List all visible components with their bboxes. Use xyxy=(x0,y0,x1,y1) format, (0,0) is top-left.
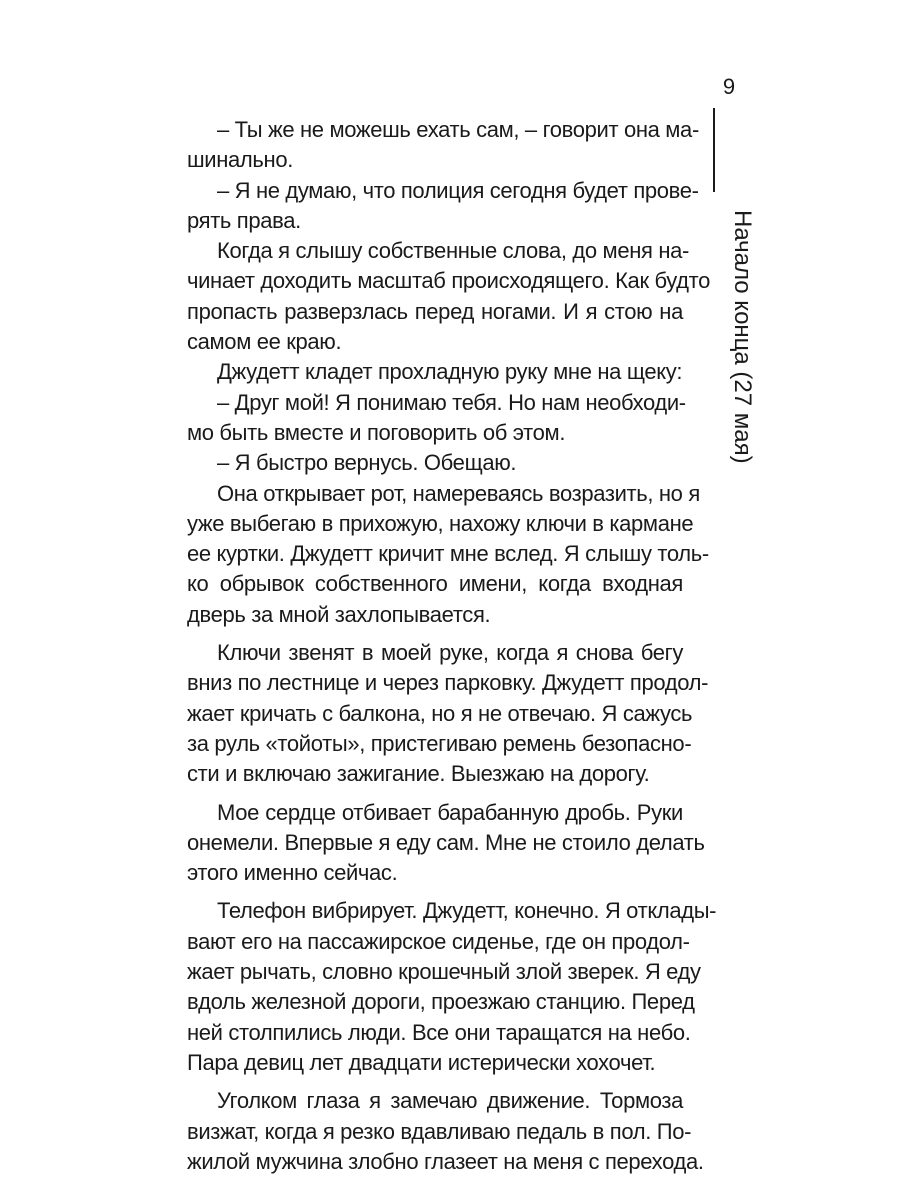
text-line: Когда я слышу собственные слова, до меня на- xyxy=(217,238,690,264)
text-line: Она открывает рот, намереваясь возразить, но я xyxy=(217,480,700,506)
text-line: дверь за мной захлопывается. xyxy=(187,601,491,627)
text-line: сти и включаю зажигание. Выезжаю на дорогу. xyxy=(187,761,650,787)
text-line: Ключи звенят в моей руке, когда я снова бегу xyxy=(217,640,683,666)
text-line: онемели. Впервые я еду сам. Мне не стоило делать xyxy=(187,829,705,855)
text-line: – Я быстро вернусь. Обещаю. xyxy=(217,450,517,476)
text-line: Уголком глаза я замечаю движение. Тормоза xyxy=(217,1088,683,1114)
page-number: 9 xyxy=(722,74,736,99)
text-line: чинает доходить масштаб происходящего. Как будто xyxy=(187,268,711,294)
text-line: – Я не думаю, что полиция сегодня будет прове- xyxy=(217,177,699,203)
body-text xyxy=(187,115,717,1177)
text-line: жает кричать с балкона, но я не отвечаю. Я сажусь xyxy=(187,700,693,726)
text-line: за руль «тойоты», пристегиваю ремень безопасно- xyxy=(187,730,692,756)
text-line: вниз по лестнице и через парковку. Джудетт продол- xyxy=(187,670,709,696)
text-line: мо быть вместе и поговорить об этом. xyxy=(187,419,566,445)
text-line: жает рычать, словно крошечный злой зверек. Я еду xyxy=(187,959,701,985)
text-line: Джудетт кладет прохладную руку мне на щеку: xyxy=(217,359,683,385)
text-line: ней столпились люди. Все они таращатся на небо. xyxy=(187,1019,691,1045)
running-head: Начало конца (27 мая) xyxy=(729,210,756,464)
text-line: ко обрывок собственного имени, когда входная xyxy=(187,571,683,597)
text-line: – Ты же не можешь ехать сам, – говорит она ма- xyxy=(217,117,699,142)
margin-rule xyxy=(713,108,715,192)
text-line: жилой мужчина злобно глазеет на меня с перехода. xyxy=(187,1148,704,1174)
text-line: визжат, когда я резко вдавливаю педаль в пол. По- xyxy=(187,1118,692,1144)
text-line: – Друг мой! Я понимаю тебя. Но нам необходи- xyxy=(217,389,686,415)
text-line: шинально. xyxy=(187,147,293,173)
text-line: самом ее краю. xyxy=(187,329,342,355)
text-line: Телефон вибрирует. Джудетт, конечно. Я отклады- xyxy=(217,898,717,924)
text-line: этого именно сейчас. xyxy=(187,860,398,886)
text-line: пропасть разверзлась перед ногами. И я стою на xyxy=(187,298,683,324)
text-line: вают его на пассажирское сиденье, где он продол- xyxy=(187,928,690,954)
text-line: вдоль железной дороги, проезжаю станцию. Перед xyxy=(187,989,695,1015)
text-line: Мое сердце отбивает барабанную дробь. Руки xyxy=(217,799,683,825)
text-line: Пара девиц лет двадцати истерически хохочет. xyxy=(187,1049,656,1075)
text-line: рять права. xyxy=(187,207,301,233)
text-line: ее куртки. Джудетт кричит мне вслед. Я слышу толь- xyxy=(187,541,709,567)
text-line: уже выбегаю в прихожую, нахожу ключи в кармане xyxy=(187,510,694,536)
